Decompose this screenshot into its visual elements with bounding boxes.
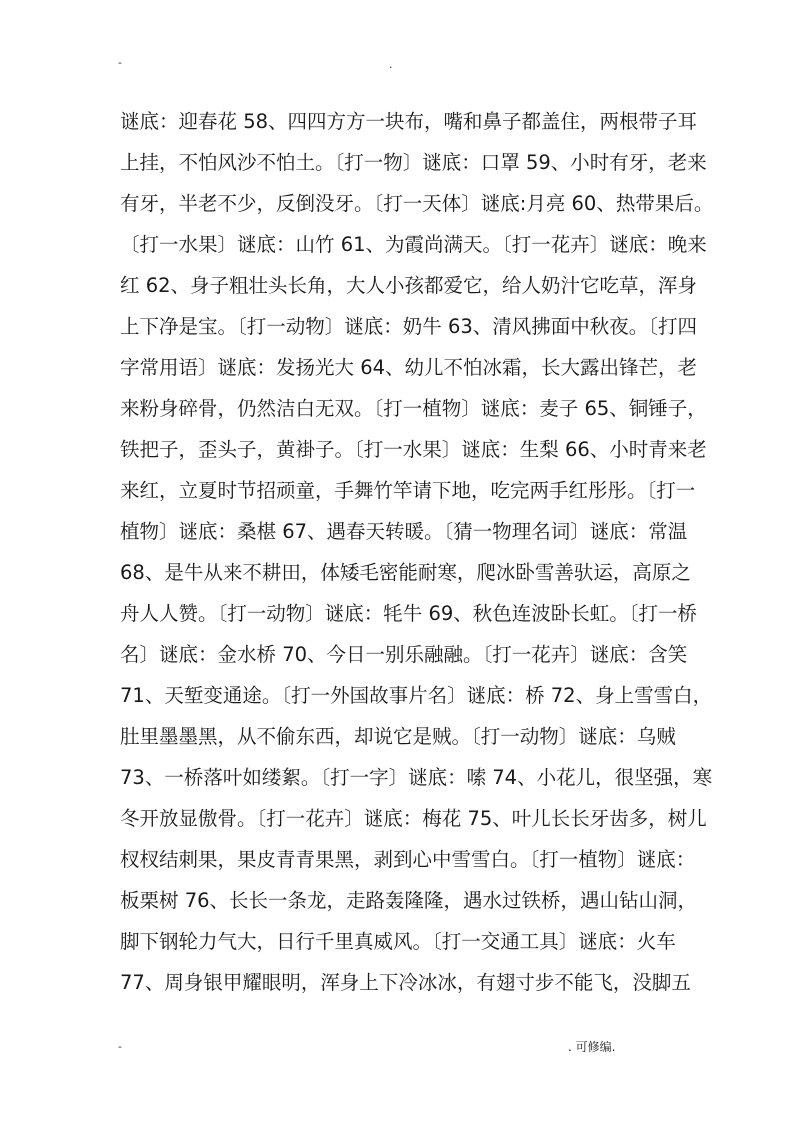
text-line: 脚下钢轮力气大，日行千里真威风。〔打一交通工具〕谜底：火车 [120,930,676,953]
footer-left-mark: - [118,1040,122,1053]
text-line: 来粉身碎骨，仍然洁白无双。〔打一植物〕谜底：麦子 65、铜锤子， [120,397,707,420]
text-line: 铁把子，歪头子，黄褂子。〔打一水果〕谜底：生梨 66、小时青来老 [120,438,707,461]
footer-editable-note: . 可修编. [568,1040,616,1054]
text-line: 77、周身银甲耀眼明，浑身上下冷冰冰，有翅寸步不能飞，没脚五 [120,971,691,994]
text-line: 谜底：迎春花 58、四四方方一块布，嘴和鼻子都盖住，两根带子耳 [120,110,698,133]
text-line: 冬开放显傲骨。〔打一花卉〕谜底：梅花 75、叶儿长长牙齿多，树儿 [120,807,707,830]
riddle-body-text [120,101,714,1003]
header-left-mark: - [118,56,122,69]
text-line: 上下净是宝。〔打一动物〕谜底：奶牛 63、清风拂面中秋夜。〔打四 [120,315,698,338]
text-line: 来红，立夏时节招顽童，手舞竹竿请下地，吃完两手红彤彤。〔打一 [120,479,696,502]
text-line: 71、天堑变通途。〔打一外国故事片名〕谜底：桥 72、身上雪雪白， [120,684,713,707]
text-line: 字常用语〕谜底：发扬光大 64、幼儿不怕冰霜，长大露出锋芒，老 [120,356,698,379]
header-center-mark: . [389,58,393,71]
text-line: 植物〕谜底：桑椹 67、遇春天转暖。〔猜一物理名词〕谜底：常温 [120,520,688,543]
text-line: 68、是牛从来不耕田，体矮毛密能耐寒，爬冰卧雪善驮运，高原之 [120,561,691,584]
text-line: 红 62、身子粗壮头长角，大人小孩都爱它，给人奶汁它吃草，浑身 [120,274,698,297]
text-line: 有牙，半老不少，反倒没牙。〔打一天体〕谜底:月亮 60、热带果后。 [120,192,714,215]
text-line: 上挂，不怕风沙不怕土。〔打一物〕谜底：口罩 59、小时有牙，老来 [120,151,707,174]
text-line: 73、一桥落叶如缕絮。〔打一字〕谜底：嗦 74、小花儿，很坚强，寒 [120,766,713,789]
text-line: 名〕谜底：金水桥 70、今日一别乐融融。〔打一花卉〕谜底：含笑 [120,643,688,666]
text-line: 肚里墨墨黑，从不偷东西，却说它是贼。〔打一动物〕谜底：乌贼 [120,725,676,748]
text-line: 舟人人赞。〔打一动物〕谜底：牦牛 69、秋色连波卧长虹。〔打一桥 [120,602,698,625]
text-line: 杈杈结刺果，果皮青青果黑，剥到心中雪雪白。〔打一植物〕谜底： [120,848,696,871]
text-line: 〔打一水果〕谜底：山竹 61、为霞尚满天。〔打一花卉〕谜底：晚来 [120,233,707,256]
text-line: 板栗树 76、长长一条龙，走路轰隆隆，遇水过铁桥，遇山钻山洞， [120,889,698,912]
